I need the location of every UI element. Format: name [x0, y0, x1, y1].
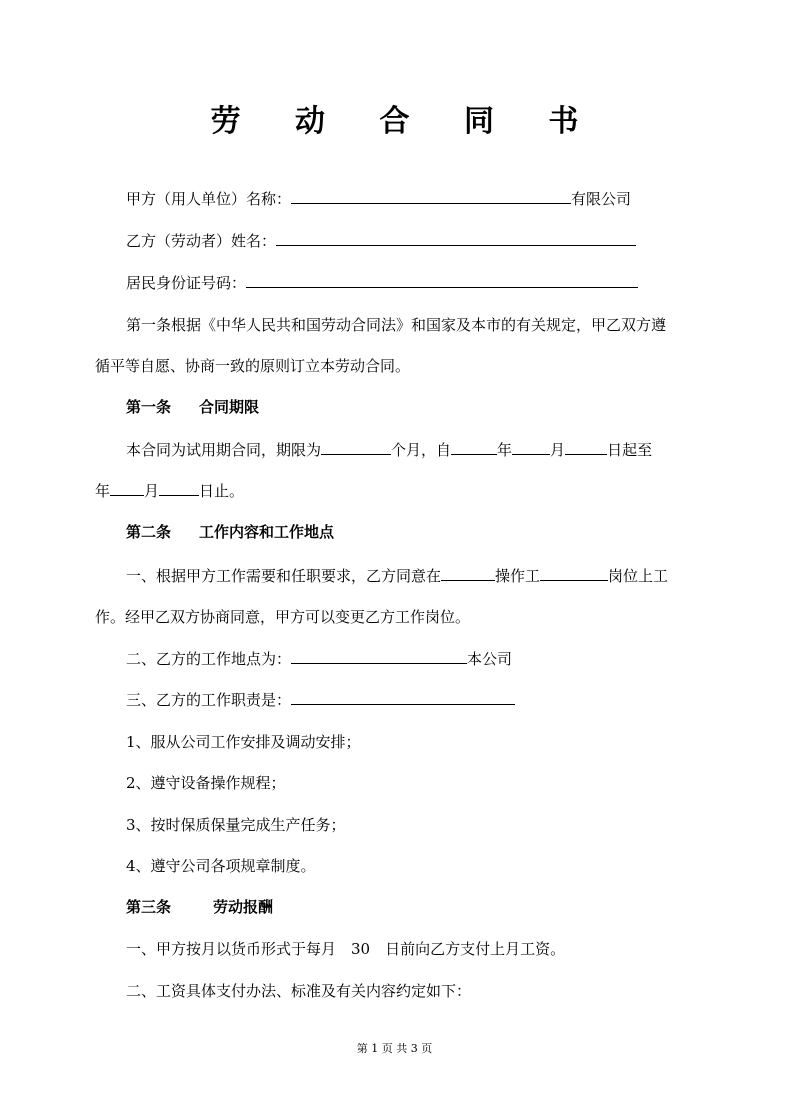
term-text-c: 年: [497, 441, 513, 459]
start-day-blank[interactable]: [565, 440, 607, 455]
document-title: 劳 动 合 同 书: [210, 104, 601, 139]
preamble-line-2: 循平等自愿、协商一致的原则订立本劳动合同。: [95, 357, 411, 375]
duty-item: 1、服从公司工作安排及调动安排；: [126, 733, 361, 751]
term-line-2: [95, 481, 244, 501]
party-b-line: [126, 231, 636, 251]
duty-item: 3、按时保质保量完成生产任务；: [126, 816, 346, 834]
section-1-number: 第一条: [126, 398, 172, 416]
start-year-blank[interactable]: [451, 440, 497, 455]
job-dept-blank[interactable]: [441, 566, 495, 581]
section-3-heading: [126, 897, 273, 917]
duties-line: [126, 690, 515, 710]
id-number-blank[interactable]: [246, 273, 638, 288]
work-location-suffix: 本公司: [467, 650, 513, 668]
page-footer: 第 1 页 共 3 页: [356, 1042, 433, 1055]
work-location-label: 二、乙方的工作地点为：: [126, 650, 292, 668]
term-text-e: 日起至: [607, 441, 653, 459]
start-month-blank[interactable]: [512, 440, 550, 455]
section-2-number: 第二条: [126, 523, 172, 541]
id-number-label: 居民身份证号码：: [126, 274, 247, 292]
party-a-suffix: 有限公司: [571, 190, 632, 208]
party-a-name-blank[interactable]: [291, 189, 571, 204]
end-year-blank[interactable]: [110, 481, 144, 496]
job-line-2: 作。经甲乙双方协商同意，甲方可以变更乙方工作岗位。: [95, 608, 471, 626]
preamble-line-1: 第一条根据《中华人民共和国劳动合同法》和国家及本市的有关规定，甲乙双方遵: [126, 316, 667, 334]
section-3-number: 第三条: [126, 898, 172, 916]
job-line-1: [126, 566, 668, 586]
work-location-line: [126, 649, 512, 669]
section-1-heading: [126, 397, 259, 417]
party-b-name-blank[interactable]: [276, 231, 636, 246]
party-a-line: [126, 189, 631, 209]
term-line-1: [126, 440, 652, 460]
term-text-b: 个月，自: [391, 441, 452, 459]
job-text-c: 岗位上工: [608, 567, 669, 585]
id-number-line: [126, 273, 638, 293]
duties-blank[interactable]: [291, 690, 515, 705]
term-months-blank[interactable]: [321, 440, 391, 455]
end-month-blank[interactable]: [159, 481, 199, 496]
end-text-b: 月: [144, 482, 160, 500]
duty-item: 4、遵守公司各项规章制度。: [126, 857, 316, 875]
pay-item-1: 一、甲方按月以货币形式于每月 30 日前向乙方支付上月工资。: [126, 940, 566, 958]
duties-label: 三、乙方的工作职责是：: [126, 691, 292, 709]
section-2-heading: [126, 522, 334, 542]
term-text-a: 本合同为试用期合同，期限为: [126, 441, 322, 459]
term-text-d: 月: [550, 441, 566, 459]
party-b-label: 乙方（劳动者）姓名：: [126, 232, 277, 250]
party-a-label: 甲方（用人单位）名称：: [126, 190, 292, 208]
work-location-blank[interactable]: [291, 649, 467, 664]
section-1-title: 合同期限: [199, 398, 260, 416]
duty-item: 2、遵守设备操作规程；: [126, 774, 286, 792]
job-text-b: 操作工: [495, 567, 541, 585]
job-text-a: 一、根据甲方工作需要和任职要求，乙方同意在: [126, 567, 442, 585]
end-text-a: 年: [95, 482, 111, 500]
section-2-title: 工作内容和工作地点: [199, 523, 335, 541]
job-post-blank[interactable]: [540, 566, 608, 581]
pay-item-2: 二、工资具体支付办法、标准及有关内容约定如下：: [126, 982, 472, 1000]
end-text-c: 日止。: [199, 482, 245, 500]
section-3-title: 劳动报酬: [213, 898, 274, 916]
